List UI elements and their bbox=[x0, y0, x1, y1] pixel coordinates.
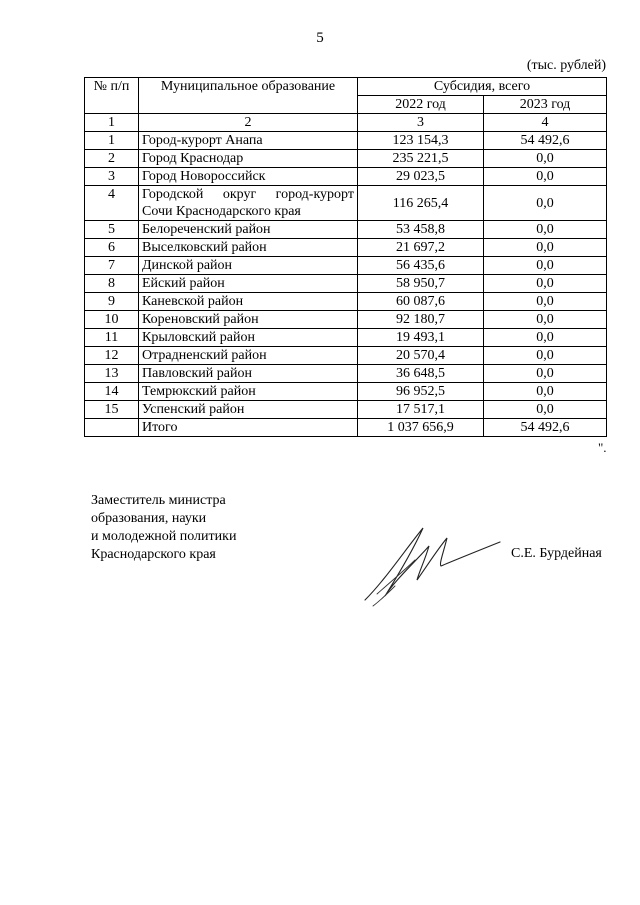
table-row bbox=[85, 347, 607, 365]
total-number-cell bbox=[85, 419, 139, 437]
value-2023: 0,0 bbox=[484, 293, 607, 311]
signer-title-line: Заместитель министра bbox=[91, 493, 226, 508]
value-2022: 96 952,5 bbox=[358, 383, 484, 401]
row-number: 4 bbox=[85, 186, 139, 221]
value-2023: 0,0 bbox=[484, 383, 607, 401]
total-label: Итого bbox=[139, 419, 358, 437]
row-number: 6 bbox=[85, 239, 139, 257]
signature-block bbox=[91, 492, 236, 564]
header-subsidy: Субсидия, всего bbox=[358, 78, 607, 96]
units-label: (тыс. рублей) bbox=[526, 58, 606, 73]
column-number: 2 bbox=[139, 114, 358, 132]
value-2023: 0,0 bbox=[484, 221, 607, 239]
table-row bbox=[85, 239, 607, 257]
signer-title-line: образования, науки bbox=[91, 511, 207, 526]
row-number: 3 bbox=[85, 168, 139, 186]
municipality-name: Каневской район bbox=[139, 293, 358, 311]
header-row bbox=[85, 78, 607, 96]
row-number: 10 bbox=[85, 311, 139, 329]
column-number: 3 bbox=[358, 114, 484, 132]
value-2023: 0,0 bbox=[484, 186, 607, 221]
table-row bbox=[85, 311, 607, 329]
signer-name: С.Е. Бурдейная bbox=[511, 546, 602, 561]
row-number: 2 bbox=[85, 150, 139, 168]
value-2023: 0,0 bbox=[484, 329, 607, 347]
column-numbers-row bbox=[85, 114, 607, 132]
value-2022: 19 493,1 bbox=[358, 329, 484, 347]
total-2022: 1 037 656,9 bbox=[358, 419, 484, 437]
table-row bbox=[85, 293, 607, 311]
value-2022: 36 648,5 bbox=[358, 365, 484, 383]
header-num: № п/п bbox=[85, 78, 139, 114]
page-number: 5 bbox=[316, 30, 324, 46]
municipality-name: Город Новороссийск bbox=[139, 168, 358, 186]
row-number: 8 bbox=[85, 275, 139, 293]
header-year-2022: 2022 год bbox=[358, 96, 484, 114]
municipality-name: Успенский район bbox=[139, 401, 358, 419]
total-row bbox=[85, 419, 607, 437]
table-row bbox=[85, 329, 607, 347]
closing-quote-mark: ". bbox=[598, 440, 607, 455]
municipality-name: Город-курорт Анапа bbox=[139, 132, 358, 150]
value-2023: 54 492,6 bbox=[484, 132, 607, 150]
municipality-name: Ейский район bbox=[139, 275, 358, 293]
value-2022: 235 221,5 bbox=[358, 150, 484, 168]
value-2022: 123 154,3 bbox=[358, 132, 484, 150]
row-number: 11 bbox=[85, 329, 139, 347]
column-number: 1 bbox=[85, 114, 139, 132]
municipality-name: Городской округ город-курорт Сочи Краснодарского края bbox=[139, 186, 358, 221]
column-number: 4 bbox=[484, 114, 607, 132]
value-2022: 20 570,4 bbox=[358, 347, 484, 365]
value-2023: 0,0 bbox=[484, 168, 607, 186]
value-2022: 56 435,6 bbox=[358, 257, 484, 275]
value-2023: 0,0 bbox=[484, 239, 607, 257]
row-number: 5 bbox=[85, 221, 139, 239]
municipality-name: Крыловский район bbox=[139, 329, 358, 347]
table-row bbox=[85, 168, 607, 186]
value-2022: 58 950,7 bbox=[358, 275, 484, 293]
row-number: 13 bbox=[85, 365, 139, 383]
value-2022: 92 180,7 bbox=[358, 311, 484, 329]
value-2023: 0,0 bbox=[484, 311, 607, 329]
row-number: 7 bbox=[85, 257, 139, 275]
value-2023: 0,0 bbox=[484, 150, 607, 168]
row-number: 12 bbox=[85, 347, 139, 365]
value-2023: 0,0 bbox=[484, 257, 607, 275]
value-2023: 0,0 bbox=[484, 275, 607, 293]
handwritten-signature bbox=[355, 520, 505, 608]
table-row bbox=[85, 186, 607, 221]
table-row bbox=[85, 221, 607, 239]
signer-title-line: Краснодарского края bbox=[91, 547, 216, 562]
total-2023: 54 492,6 bbox=[484, 419, 607, 437]
municipality-name: Отрадненский район bbox=[139, 347, 358, 365]
header-municipality: Муниципальное образование bbox=[139, 78, 358, 114]
table-row bbox=[85, 365, 607, 383]
value-2022: 60 087,6 bbox=[358, 293, 484, 311]
row-number: 1 bbox=[85, 132, 139, 150]
table-row bbox=[85, 257, 607, 275]
table-row bbox=[85, 275, 607, 293]
municipality-name: Павловский район bbox=[139, 365, 358, 383]
value-2023: 0,0 bbox=[484, 401, 607, 419]
signer-title-line: и молодежной политики bbox=[91, 529, 237, 544]
subsidy-table bbox=[84, 77, 607, 437]
table-row bbox=[85, 132, 607, 150]
municipality-name: Белореченский район bbox=[139, 221, 358, 239]
municipality-name: Динской район bbox=[139, 257, 358, 275]
value-2022: 53 458,8 bbox=[358, 221, 484, 239]
header-year-2023: 2023 год bbox=[484, 96, 607, 114]
value-2022: 116 265,4 bbox=[358, 186, 484, 221]
row-number: 14 bbox=[85, 383, 139, 401]
table-row bbox=[85, 383, 607, 401]
municipality-name: Выселковский район bbox=[139, 239, 358, 257]
row-number: 9 bbox=[85, 293, 139, 311]
municipality-name: Кореновский район bbox=[139, 311, 358, 329]
value-2023: 0,0 bbox=[484, 365, 607, 383]
value-2022: 17 517,1 bbox=[358, 401, 484, 419]
municipality-name: Темрюкский район bbox=[139, 383, 358, 401]
table-row bbox=[85, 150, 607, 168]
row-number: 15 bbox=[85, 401, 139, 419]
value-2022: 29 023,5 bbox=[358, 168, 484, 186]
value-2023: 0,0 bbox=[484, 347, 607, 365]
value-2022: 21 697,2 bbox=[358, 239, 484, 257]
municipality-name: Город Краснодар bbox=[139, 150, 358, 168]
table-row bbox=[85, 401, 607, 419]
